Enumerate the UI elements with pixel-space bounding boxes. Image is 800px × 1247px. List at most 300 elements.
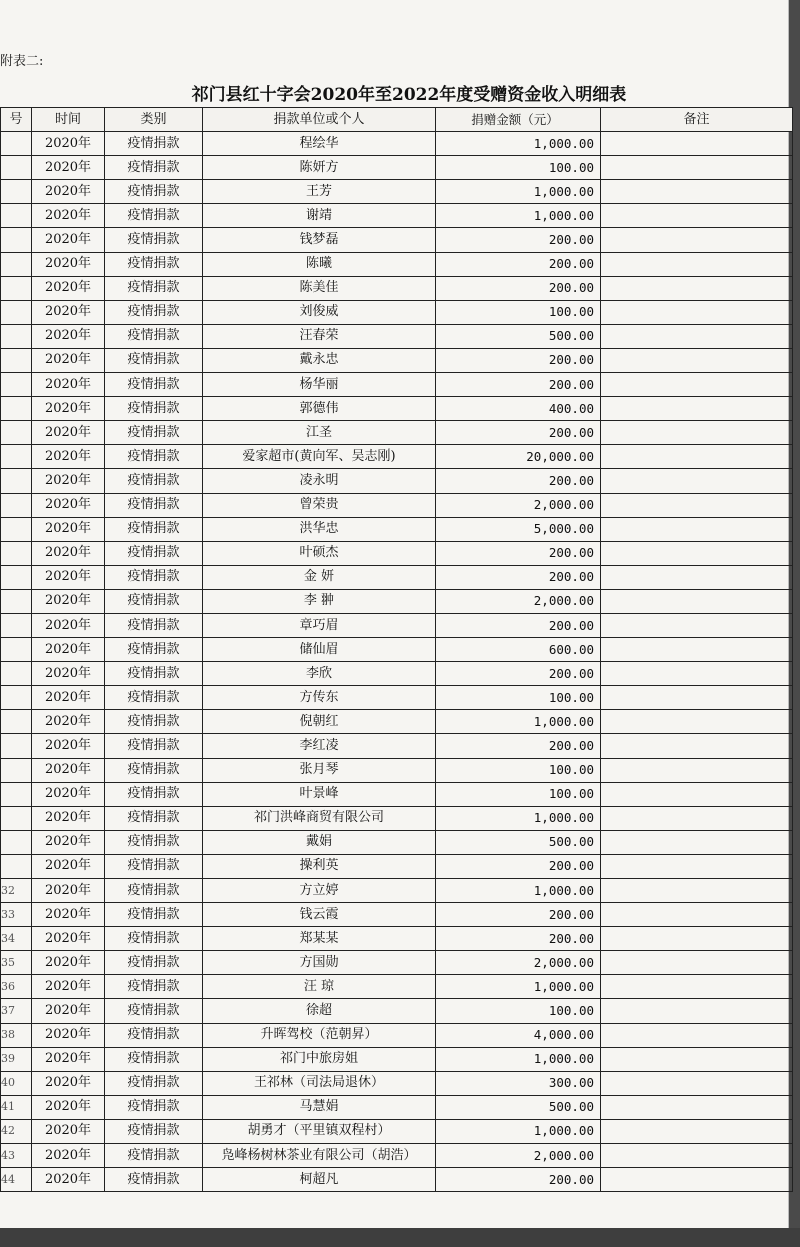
- cell-time: 2020年: [32, 710, 105, 734]
- cell-note: [601, 565, 793, 589]
- cell-donor: 江圣: [203, 421, 436, 445]
- cell-note: [601, 445, 793, 469]
- cell-category: 疫情捐款: [105, 951, 203, 975]
- cell-time: 2020年: [32, 517, 105, 541]
- cell-note: [601, 662, 793, 686]
- cell-time: 2020年: [32, 300, 105, 324]
- cell-no: 32: [1, 879, 32, 903]
- table-row: [1, 252, 793, 276]
- table-row: [1, 638, 793, 662]
- table-row: [1, 830, 793, 854]
- table-row: [1, 204, 793, 228]
- cell-note: [601, 228, 793, 252]
- donation-table: [0, 107, 793, 1192]
- cell-no: 38: [1, 1023, 32, 1047]
- cell-amount: 1,000.00: [436, 204, 601, 228]
- cell-no: 35: [1, 951, 32, 975]
- cell-time: 2020年: [32, 469, 105, 493]
- cell-category: 疫情捐款: [105, 999, 203, 1023]
- cell-no: [1, 686, 32, 710]
- cell-donor: 郭德伟: [203, 397, 436, 421]
- col-header-donor: 捐款单位或个人: [203, 108, 436, 132]
- cell-amount: 200.00: [436, 903, 601, 927]
- cell-note: [601, 758, 793, 782]
- cell-donor: 升晖驾校（范朝昇）: [203, 1023, 436, 1047]
- cell-amount: 500.00: [436, 830, 601, 854]
- attachment-label: 附表二:: [0, 54, 44, 69]
- cell-time: 2020年: [32, 879, 105, 903]
- cell-no: [1, 156, 32, 180]
- cell-amount: 1,000.00: [436, 132, 601, 156]
- table-row: [1, 1071, 793, 1095]
- cell-no: 36: [1, 975, 32, 999]
- cell-note: [601, 348, 793, 372]
- table-row: [1, 373, 793, 397]
- cell-amount: 200.00: [436, 348, 601, 372]
- cell-category: 疫情捐款: [105, 156, 203, 180]
- cell-donor: 钱云霞: [203, 903, 436, 927]
- cell-time: 2020年: [32, 1023, 105, 1047]
- cell-amount: 200.00: [436, 469, 601, 493]
- cell-donor: 曾荣贵: [203, 493, 436, 517]
- cell-category: 疫情捐款: [105, 132, 203, 156]
- cell-amount: 20,000.00: [436, 445, 601, 469]
- cell-donor: 李欣: [203, 662, 436, 686]
- cell-amount: 100.00: [436, 758, 601, 782]
- cell-donor: 凌永明: [203, 469, 436, 493]
- cell-note: [601, 975, 793, 999]
- cell-no: [1, 758, 32, 782]
- cell-no: [1, 734, 32, 758]
- cell-category: 疫情捐款: [105, 421, 203, 445]
- cell-note: [601, 397, 793, 421]
- cell-time: 2020年: [32, 999, 105, 1023]
- cell-time: 2020年: [32, 204, 105, 228]
- cell-time: 2020年: [32, 445, 105, 469]
- cell-category: 疫情捐款: [105, 493, 203, 517]
- cell-note: [601, 204, 793, 228]
- cell-note: [601, 710, 793, 734]
- cell-note: [601, 324, 793, 348]
- cell-amount: 500.00: [436, 1095, 601, 1119]
- cell-time: 2020年: [32, 1168, 105, 1192]
- table-row: [1, 927, 793, 951]
- cell-note: [601, 156, 793, 180]
- cell-donor: 戴娟: [203, 830, 436, 854]
- cell-category: 疫情捐款: [105, 1095, 203, 1119]
- cell-amount: 400.00: [436, 397, 601, 421]
- cell-note: [601, 517, 793, 541]
- cell-category: 疫情捐款: [105, 324, 203, 348]
- cell-donor: 钱梦磊: [203, 228, 436, 252]
- cell-no: [1, 830, 32, 854]
- cell-amount: 200.00: [436, 541, 601, 565]
- cell-donor: 祁门洪峰商贸有限公司: [203, 806, 436, 830]
- cell-category: 疫情捐款: [105, 758, 203, 782]
- table-row: [1, 565, 793, 589]
- cell-category: 疫情捐款: [105, 589, 203, 613]
- cell-time: 2020年: [32, 927, 105, 951]
- cell-category: 疫情捐款: [105, 686, 203, 710]
- cell-amount: 200.00: [436, 373, 601, 397]
- table-row: [1, 589, 793, 613]
- cell-no: [1, 806, 32, 830]
- cell-note: [601, 999, 793, 1023]
- cell-amount: 200.00: [436, 421, 601, 445]
- cell-donor: 程绘华: [203, 132, 436, 156]
- table-row: [1, 686, 793, 710]
- cell-category: 疫情捐款: [105, 879, 203, 903]
- cell-category: 疫情捐款: [105, 1071, 203, 1095]
- cell-no: 39: [1, 1047, 32, 1071]
- cell-time: 2020年: [32, 565, 105, 589]
- table-row: [1, 276, 793, 300]
- cell-donor: 金 妍: [203, 565, 436, 589]
- cell-donor: 叶景峰: [203, 782, 436, 806]
- cell-category: 疫情捐款: [105, 565, 203, 589]
- cell-note: [601, 1168, 793, 1192]
- cell-note: [601, 493, 793, 517]
- cell-time: 2020年: [32, 348, 105, 372]
- cell-amount: 1,000.00: [436, 975, 601, 999]
- table-row: [1, 903, 793, 927]
- cell-category: 疫情捐款: [105, 397, 203, 421]
- cell-no: [1, 397, 32, 421]
- cell-category: 疫情捐款: [105, 782, 203, 806]
- cell-no: [1, 541, 32, 565]
- document-title: 祁门县红十字会2020年至2022年度受赠资金收入明细表: [191, 85, 627, 105]
- cell-donor: 戴永忠: [203, 348, 436, 372]
- cell-category: 疫情捐款: [105, 1023, 203, 1047]
- cell-no: [1, 493, 32, 517]
- cell-time: 2020年: [32, 686, 105, 710]
- cell-donor: 陈曦: [203, 252, 436, 276]
- cell-time: 2020年: [32, 276, 105, 300]
- cell-category: 疫情捐款: [105, 710, 203, 734]
- cell-note: [601, 541, 793, 565]
- cell-time: 2020年: [32, 782, 105, 806]
- cell-donor: 徐超: [203, 999, 436, 1023]
- table-row: [1, 782, 793, 806]
- cell-time: 2020年: [32, 638, 105, 662]
- cell-donor: 方立婷: [203, 879, 436, 903]
- cell-category: 疫情捐款: [105, 662, 203, 686]
- cell-category: 疫情捐款: [105, 180, 203, 204]
- table-row: [1, 951, 793, 975]
- cell-category: 疫情捐款: [105, 204, 203, 228]
- cell-amount: 200.00: [436, 1168, 601, 1192]
- cell-no: [1, 276, 32, 300]
- cell-category: 疫情捐款: [105, 373, 203, 397]
- cell-note: [601, 806, 793, 830]
- cell-amount: 2,000.00: [436, 493, 601, 517]
- table-row: [1, 734, 793, 758]
- table-row: [1, 348, 793, 372]
- cell-time: 2020年: [32, 806, 105, 830]
- cell-no: [1, 204, 32, 228]
- cell-amount: 200.00: [436, 276, 601, 300]
- cell-no: [1, 638, 32, 662]
- cell-donor: 爱家超市(黄向军、吴志刚): [203, 445, 436, 469]
- cell-donor: 马慧娟: [203, 1095, 436, 1119]
- cell-category: 疫情捐款: [105, 854, 203, 878]
- col-header-note: 备注: [601, 108, 793, 132]
- cell-time: 2020年: [32, 252, 105, 276]
- cell-category: 疫情捐款: [105, 975, 203, 999]
- cell-no: [1, 421, 32, 445]
- cell-amount: 2,000.00: [436, 1144, 601, 1168]
- cell-donor: 杨华丽: [203, 373, 436, 397]
- cell-time: 2020年: [32, 156, 105, 180]
- table-row: [1, 493, 793, 517]
- cell-note: [601, 879, 793, 903]
- table-row: [1, 710, 793, 734]
- cell-time: 2020年: [32, 373, 105, 397]
- table-row: [1, 758, 793, 782]
- cell-amount: 200.00: [436, 613, 601, 637]
- table-body: [1, 132, 793, 1192]
- cell-donor: 储仙眉: [203, 638, 436, 662]
- cell-donor: 胡勇才（平里镇双程村）: [203, 1119, 436, 1143]
- cell-no: [1, 782, 32, 806]
- cell-note: [601, 686, 793, 710]
- cell-donor: 章巧眉: [203, 613, 436, 637]
- cell-no: [1, 348, 32, 372]
- cell-note: [601, 854, 793, 878]
- cell-no: [1, 565, 32, 589]
- cell-no: [1, 710, 32, 734]
- cell-amount: 100.00: [436, 999, 601, 1023]
- cell-note: [601, 927, 793, 951]
- cell-amount: 5,000.00: [436, 517, 601, 541]
- table-row: [1, 806, 793, 830]
- cell-time: 2020年: [32, 421, 105, 445]
- cell-donor: 刘俊威: [203, 300, 436, 324]
- cell-note: [601, 252, 793, 276]
- background-edge: [0, 1228, 800, 1247]
- cell-no: [1, 300, 32, 324]
- cell-amount: 1,000.00: [436, 879, 601, 903]
- cell-no: 33: [1, 903, 32, 927]
- cell-donor: 倪朝红: [203, 710, 436, 734]
- cell-no: [1, 662, 32, 686]
- cell-donor: 谢靖: [203, 204, 436, 228]
- cell-amount: 100.00: [436, 300, 601, 324]
- table-row: [1, 1168, 793, 1192]
- cell-no: [1, 589, 32, 613]
- cell-time: 2020年: [32, 180, 105, 204]
- cell-amount: 200.00: [436, 927, 601, 951]
- cell-no: [1, 469, 32, 493]
- cell-category: 疫情捐款: [105, 445, 203, 469]
- cell-no: 37: [1, 999, 32, 1023]
- cell-category: 疫情捐款: [105, 613, 203, 637]
- cell-amount: 100.00: [436, 686, 601, 710]
- table-row: [1, 397, 793, 421]
- cell-category: 疫情捐款: [105, 1144, 203, 1168]
- cell-amount: 1,000.00: [436, 710, 601, 734]
- cell-time: 2020年: [32, 830, 105, 854]
- cell-amount: 200.00: [436, 565, 601, 589]
- cell-donor: 李红凌: [203, 734, 436, 758]
- table-header-row: [1, 108, 793, 132]
- cell-category: 疫情捐款: [105, 228, 203, 252]
- cell-no: 42: [1, 1119, 32, 1143]
- cell-donor: 王芳: [203, 180, 436, 204]
- cell-time: 2020年: [32, 132, 105, 156]
- cell-amount: 1,000.00: [436, 1119, 601, 1143]
- cell-amount: 200.00: [436, 228, 601, 252]
- cell-no: 41: [1, 1095, 32, 1119]
- cell-amount: 2,000.00: [436, 951, 601, 975]
- table-row: [1, 1023, 793, 1047]
- cell-no: [1, 854, 32, 878]
- cell-time: 2020年: [32, 1095, 105, 1119]
- cell-note: [601, 373, 793, 397]
- table-row: [1, 180, 793, 204]
- table-row: [1, 517, 793, 541]
- cell-no: [1, 252, 32, 276]
- cell-amount: 200.00: [436, 854, 601, 878]
- cell-time: 2020年: [32, 589, 105, 613]
- cell-donor: 操利英: [203, 854, 436, 878]
- cell-category: 疫情捐款: [105, 469, 203, 493]
- cell-amount: 1,000.00: [436, 1047, 601, 1071]
- cell-note: [601, 421, 793, 445]
- cell-time: 2020年: [32, 734, 105, 758]
- cell-note: [601, 613, 793, 637]
- cell-time: 2020年: [32, 613, 105, 637]
- cell-note: [601, 951, 793, 975]
- cell-note: [601, 1023, 793, 1047]
- cell-category: 疫情捐款: [105, 276, 203, 300]
- cell-category: 疫情捐款: [105, 1047, 203, 1071]
- cell-no: [1, 517, 32, 541]
- table-row: [1, 132, 793, 156]
- table-row: [1, 541, 793, 565]
- cell-time: 2020年: [32, 1047, 105, 1071]
- cell-amount: 200.00: [436, 662, 601, 686]
- cell-amount: 300.00: [436, 1071, 601, 1095]
- table-row: [1, 300, 793, 324]
- cell-category: 疫情捐款: [105, 541, 203, 565]
- cell-time: 2020年: [32, 854, 105, 878]
- cell-time: 2020年: [32, 1119, 105, 1143]
- cell-note: [601, 903, 793, 927]
- cell-amount: 200.00: [436, 252, 601, 276]
- cell-donor: 汪春荣: [203, 324, 436, 348]
- cell-note: [601, 469, 793, 493]
- cell-note: [601, 300, 793, 324]
- cell-amount: 600.00: [436, 638, 601, 662]
- table-row: [1, 1144, 793, 1168]
- cell-category: 疫情捐款: [105, 252, 203, 276]
- cell-time: 2020年: [32, 975, 105, 999]
- cell-no: 40: [1, 1071, 32, 1095]
- cell-category: 疫情捐款: [105, 300, 203, 324]
- cell-time: 2020年: [32, 758, 105, 782]
- cell-note: [601, 276, 793, 300]
- cell-donor: 凫峰杨树林茶业有限公司（胡浩）: [203, 1144, 436, 1168]
- cell-no: [1, 180, 32, 204]
- table-row: [1, 999, 793, 1023]
- col-header-no: 号: [1, 108, 32, 132]
- cell-donor: 郑某某: [203, 927, 436, 951]
- cell-donor: 祁门中旅房姐: [203, 1047, 436, 1071]
- cell-amount: 100.00: [436, 782, 601, 806]
- table-row: [1, 469, 793, 493]
- col-header-amount: 捐赠金额（元）: [436, 108, 601, 132]
- cell-category: 疫情捐款: [105, 903, 203, 927]
- cell-note: [601, 1071, 793, 1095]
- table-row: [1, 879, 793, 903]
- cell-no: 44: [1, 1168, 32, 1192]
- cell-time: 2020年: [32, 493, 105, 517]
- cell-category: 疫情捐款: [105, 927, 203, 951]
- cell-amount: 4,000.00: [436, 1023, 601, 1047]
- cell-time: 2020年: [32, 1144, 105, 1168]
- cell-no: [1, 228, 32, 252]
- cell-note: [601, 132, 793, 156]
- cell-note: [601, 638, 793, 662]
- cell-no: [1, 613, 32, 637]
- cell-amount: 1,000.00: [436, 180, 601, 204]
- cell-note: [601, 782, 793, 806]
- cell-no: [1, 445, 32, 469]
- cell-category: 疫情捐款: [105, 830, 203, 854]
- cell-donor: 方传东: [203, 686, 436, 710]
- cell-no: [1, 373, 32, 397]
- cell-note: [601, 1047, 793, 1071]
- cell-category: 疫情捐款: [105, 1119, 203, 1143]
- cell-no: [1, 324, 32, 348]
- cell-donor: 张月琴: [203, 758, 436, 782]
- cell-amount: 500.00: [436, 324, 601, 348]
- cell-category: 疫情捐款: [105, 517, 203, 541]
- cell-category: 疫情捐款: [105, 348, 203, 372]
- cell-donor: 柯超凡: [203, 1168, 436, 1192]
- cell-note: [601, 1095, 793, 1119]
- cell-amount: 200.00: [436, 734, 601, 758]
- cell-no: [1, 132, 32, 156]
- cell-time: 2020年: [32, 903, 105, 927]
- cell-donor: 汪 琼: [203, 975, 436, 999]
- table-row: [1, 1047, 793, 1071]
- table-row: [1, 1095, 793, 1119]
- cell-category: 疫情捐款: [105, 734, 203, 758]
- cell-no: 34: [1, 927, 32, 951]
- table-row: [1, 1119, 793, 1143]
- table-row: [1, 975, 793, 999]
- cell-category: 疫情捐款: [105, 806, 203, 830]
- cell-donor: 叶硕杰: [203, 541, 436, 565]
- cell-donor: 洪华忠: [203, 517, 436, 541]
- cell-time: 2020年: [32, 541, 105, 565]
- cell-note: [601, 180, 793, 204]
- cell-note: [601, 1119, 793, 1143]
- table-row: [1, 324, 793, 348]
- cell-no: 43: [1, 1144, 32, 1168]
- cell-category: 疫情捐款: [105, 638, 203, 662]
- cell-amount: 1,000.00: [436, 806, 601, 830]
- col-header-time: 时间: [32, 108, 105, 132]
- cell-category: 疫情捐款: [105, 1168, 203, 1192]
- cell-donor: 方国勋: [203, 951, 436, 975]
- table-row: [1, 445, 793, 469]
- cell-time: 2020年: [32, 662, 105, 686]
- cell-donor: 李 翀: [203, 589, 436, 613]
- table-row: [1, 156, 793, 180]
